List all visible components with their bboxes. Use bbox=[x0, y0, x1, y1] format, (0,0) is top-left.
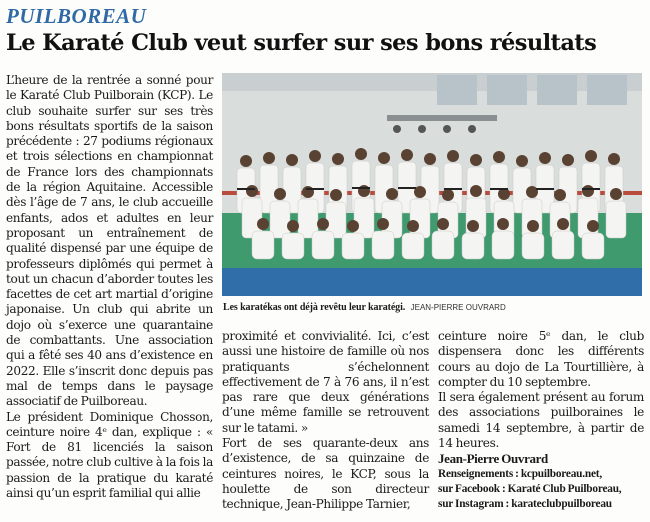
article-author: Jean-Pierre Ouvrard bbox=[438, 451, 548, 467]
paragraph-forum: Il sera également présent au forum des associations puilboraines le samedi 14 septembre, à partir de 14 heures. bbox=[438, 390, 644, 451]
article-headline: Le Karaté Club veut surfer sur ses bons résultats bbox=[6, 30, 597, 56]
caption-text: Les karatékas ont déjà revêtu leur karatégi. bbox=[223, 302, 406, 313]
group-photo bbox=[222, 73, 642, 296]
info-line-instagram: sur Instagram : karateclubpuilboreau bbox=[438, 497, 612, 510]
paragraph-courses: ceinture noire 5ᵉ dan, le club dispensera donc les différents cours au dojo de La Tourtillière, à compter du 10 septembre. bbox=[438, 329, 644, 389]
photo-credit: JEAN-PIERRE OUVRARD bbox=[410, 303, 506, 312]
paragraph-history: Fort de ses quarante-deux ans d’existence, de sa quinzaine de ceintures noires, le KCP, sous la houlette de son directeur technique, Jean-Philippe Tarnier, bbox=[222, 436, 429, 512]
paragraph-intro: L’heure de la rentrée a sonné pour le Karaté Club Puilborain (KCP). Le club souhaite surfer sur ses très bons résultats sportifs de la saison précédente : 27 podiums régionaux et trois sélections en championnat de France lors des championnats de la région Aquitaine. Accessible dès l’âge de 7 ans, le club accueille enfants, ados et adultes en leur proposant un entraînement de qualité dispensé par une équipe de professeurs diplômés qui permet à tout un chacun d’aborder toutes les facettes de cet art martial d’origine japonaise. Un club qui abrite un dojo où s’exerce une quarantaine de combattants. Une association qui a fêté ses 40 ans d’existence en 2022. Elle s’inscrit donc depuis pas mal de temps dans le paysage associatif de Puilboreau. bbox=[6, 73, 213, 409]
paragraph-president: Le président Dominique Chosson, ceinture noire 4ᵉ dan, explique : « Fort de 81 licenciés la saison passée, notre club cultive à la fois la passion de la pratique du karaté ainsi qu’un esprit familial qui allie bbox=[6, 409, 213, 501]
info-line-facebook: sur Facebook : Karaté Club Puilboreau, bbox=[438, 482, 622, 495]
info-line-website: Renseignements : kcpuilboreau.net, bbox=[438, 467, 602, 480]
article-column-3 bbox=[438, 329, 644, 512]
paragraph-family: proximité et convivialité. Ici, c’est aussi une histoire de famille où nos pratiquants s’échelonnent effectivement de 7 à 76 ans, il n’est pas rare que deux générations d’une même famille se retrouvent sur le tatami. » bbox=[222, 329, 429, 435]
section-kicker: PUILBOREAU bbox=[6, 4, 147, 28]
dojo-group-image bbox=[222, 73, 642, 296]
article-column-1 bbox=[6, 73, 213, 501]
photo-caption bbox=[223, 302, 643, 313]
article-column-2 bbox=[222, 329, 429, 513]
